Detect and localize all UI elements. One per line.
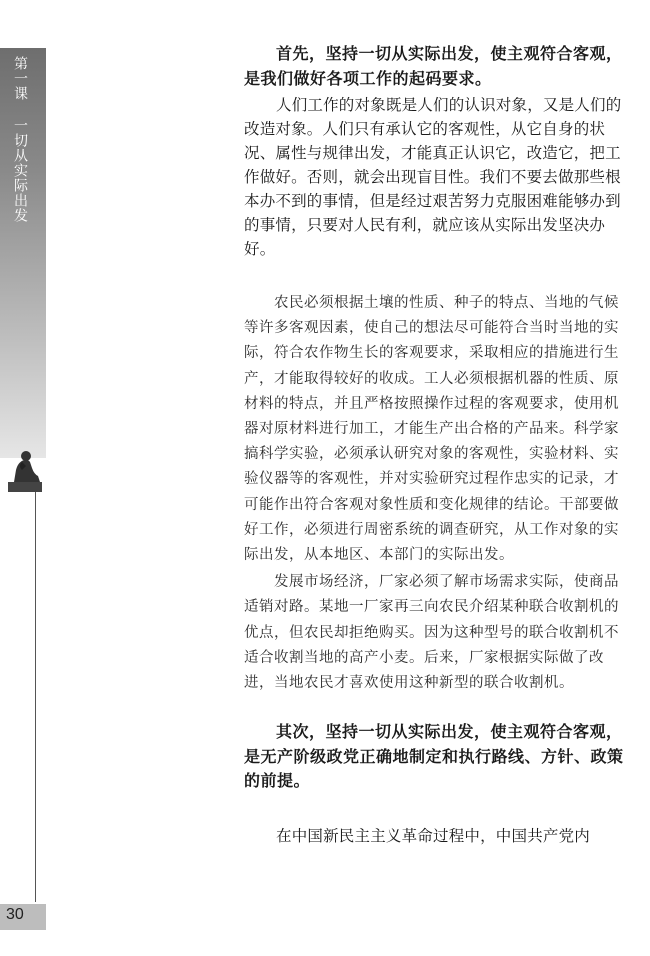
case-farmers-workers: 农民必须根据土壤的性质、种子的特点、当地的气候等许多客观因素，使自己的想法尽可能符合当时当地的实际，符合农作物生长的客观要求，采取相应的措施进行生产，才能取得较好的收成。工人必须根据机器的性质、原材料的特点，并且严格按照操作过程的客观要求，使用机器对原材料进行加工，才能生产出合格的产品来。科学家搞科学实验，必须承认研究对象的客观性，实验材料、实验仪器等的客观性，并对实验研究过程作忠实的记录，才可能作出符合客观对象性质和变化规律的结论。干部要做好工作，必须进行周密系统的调查研究，从工作对象的实际出发，从本地区、本部门的实际出发。 bbox=[244, 295, 619, 564]
case-harvester: 发展市场经济，厂家必须了解市场需求实际，使商品适销对路。某地一厂家再三向农民介绍某种联合收割机的优点，但农民却拒绝购买。因为这种型号的联合收割机不适合收割当地的高产小麦。后来，厂家根据实际做了改进，当地农民才喜欢使用这种新型的联合收割机。 bbox=[244, 574, 619, 692]
point-one-heading: 首先，坚持一切从实际出发，使主观符合客观，是我们做好各项工作的起码要求。 bbox=[244, 44, 623, 88]
point-two-heading: 其次，坚持一切从实际出发，使主观符合客观，是无产阶级政党正确地制定和执行路线、方针、政策的前提。 bbox=[244, 722, 624, 791]
page-number: 30 bbox=[6, 906, 24, 923]
main-content bbox=[244, 42, 629, 848]
thinker-statue-icon bbox=[4, 444, 44, 492]
point-one-body: 人们工作的对象既是人们的认识对象，又是人们的改造对象。人们只有承认它的客观性，从它自身的状况、属性与规律出发，才能真正认识它，改造它，把工作做好。否则，就会出现盲目性。我们不要去做那些根本办不到的事情，但是经过艰苦努力克服困难能够办到的事情，只要对人民有利，就应该从实际出发坚决办好。 bbox=[244, 96, 622, 258]
party-history-line: 在中国新民主主义革命过程中，中国共产党内 bbox=[276, 826, 591, 845]
sidebar-rule bbox=[35, 492, 36, 902]
chapter-title: 第一课 一切从实际出发 bbox=[12, 56, 28, 223]
